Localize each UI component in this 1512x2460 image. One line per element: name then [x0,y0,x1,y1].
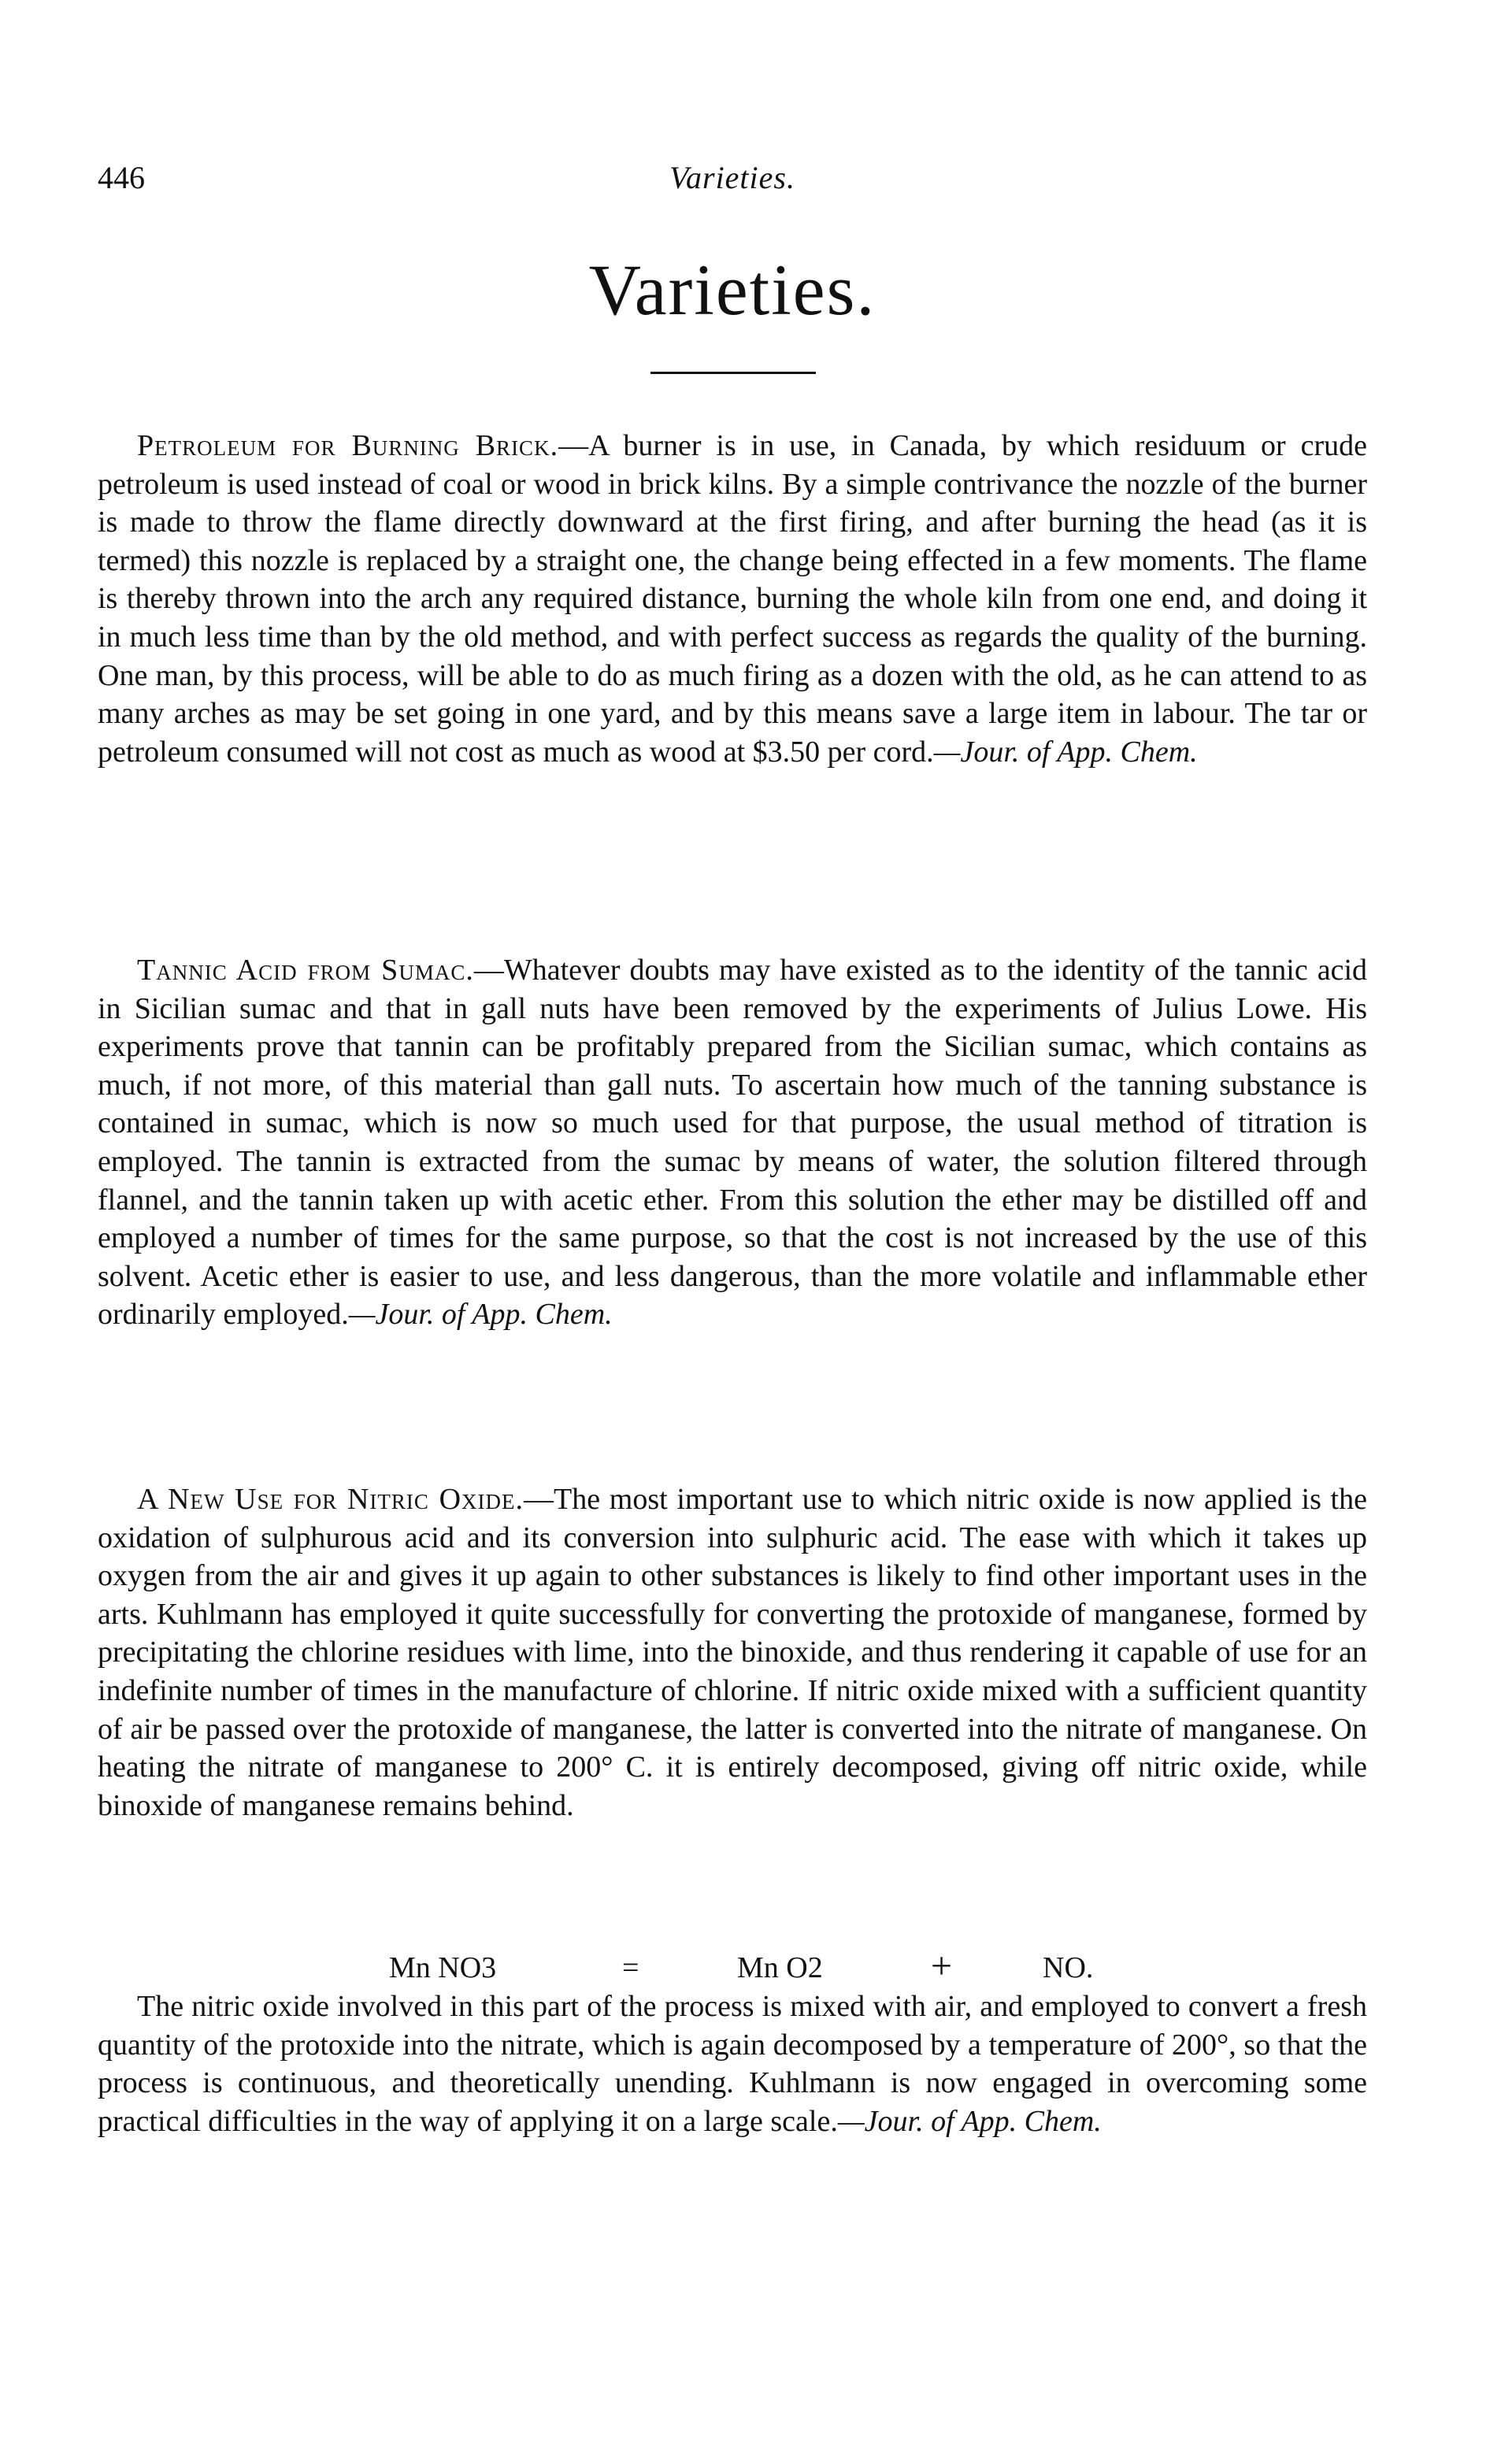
article-heading: A New Use for Nitric Oxide. [137,1483,524,1516]
article-body: —A burner is in use, in Canada, by which residuum or crude petroleum is used instead of coal or wood in brick kilns. By a simple contrivance the nozzle of the burner is made to throw the flame directly downward at the first firing, and after burning the head (as it is termed) this nozzle is replaced by a straight one, the change being effected in a few moments. The flame is thereby thrown into the arch any required distance, burning the whole kiln from one end, and doing it in much less time than by the old method, and with perfect success as regards the quality of the burning. One man, by this process, will be able to do as much firing as a dozen with the old, as he can attend to as many arches as may be set going in one yard, and by this means save a large item in labour. The tar or petroleum consumed will not cost as much as wood at $3.50 per cord. [98,429,1367,769]
running-title: Varieties. [669,160,795,195]
chemical-equation [98,1945,1367,1988]
article-body: —Whatever doubts may have existed as to the identity of the tannic acid in Sicilian sumac and that in gall nuts have been removed by the experiments of Julius Lowe. His experiments prove that tannin can be profitably prepared from the Sicilian sumac, which contains as much, if not more, of this material than gall nuts. To ascertain how much of the tanning substance is contained in sumac, which is now so much used for that purpose, the usual method of titration is employed. The tannin is extracted from the sumac by means of water, the solution filtered through flannel, and the tannin taken up with acetic ether. From this solution the ether may be distilled off and employed a number of times for the same purpose, so that the cost is not increased by the use of this solvent. Acetic ether is easier to use, and less dangerous, than the more volatile and inflammable ether ordinarily employed. [98,954,1368,1332]
article-tannic-acid [98,951,1367,1334]
article-body: —The most important use to which nitric oxide is now applied is the oxidation of sulphurous acid and its conversion into sulphuric acid. The ease with which it takes up oxygen from the air and gives it up again to other substances is likely to find other important uses in the arts. Kuhlmann has employed it quite successfully for converting the protoxide of manganese, formed by precipitating the chlorine residues with lime, into the binoxide, and thus rendering it capable of use for an indefinite number of times in the manufacture of chlorine. If nitric oxide mixed with a sufficient quantity of air be passed over the protoxide of manganese, the latter is converted into the nitrate of manganese. On heating the nitrate of manganese to 200° C. it is entirely decomposed, giving off nitric oxide, while binoxide of manganese remains behind. [98,1483,1367,1822]
equation-product-2: NO. [1043,1951,1094,1984]
article-nitric-oxide [98,1480,1367,1825]
equation-product-1: Mn O2 [737,1951,823,1984]
running-head [98,154,1367,202]
article-nitric-oxide-continuation [98,1988,1367,2140]
title-divider [650,372,816,374]
equation-equals-sign: = [622,1951,639,1984]
equation-plus-sign: + [931,1945,953,1987]
page-number: 446 [98,160,145,195]
article-petroleum [98,427,1367,771]
article-source: —Jour. of App. Chem. [348,1298,613,1332]
article-body: The nitric oxide involved in this part of the process is mixed with air, and employed to convert a fresh quantity of the protoxide into the nitrate, which is again decomposed by a temperature of 200°, so that the process is continuous, and theoretically unending. Kuhlmann is now engaged in overcoming some practical difficulties in the way of applying it on a large scale. [98,1990,1367,2138]
article-source: —Jour. of App. Chem. [837,2104,1102,2138]
article-source: —Jour. of App. Chem. [933,735,1198,769]
article-heading: Petroleum for Burning Brick. [137,429,559,462]
article-heading: Tannic Acid from Sumac. [137,954,474,987]
equation-reactant: Mn NO3 [389,1951,497,1984]
page-title: Varieties. [588,250,876,330]
